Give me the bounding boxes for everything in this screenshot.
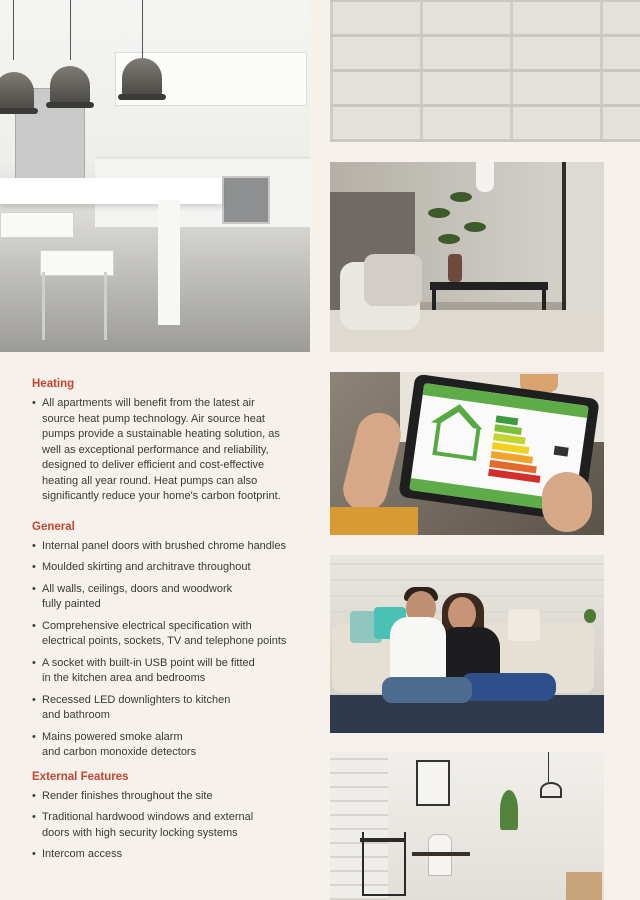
bullet-line: well as exceptional performance and reliability,	[42, 443, 269, 456]
bullet-item	[32, 693, 322, 724]
bullet-line: significantly reduce your home's carbon footprint.	[42, 490, 281, 502]
bullet-line: heating all year round. Heat pumps can also	[42, 474, 258, 487]
general-list	[32, 539, 322, 761]
box	[566, 872, 602, 900]
pendant-lamp	[50, 66, 90, 104]
bullet-item	[32, 560, 322, 576]
bullet-item	[32, 396, 322, 505]
bullet-line: pumps provide a sustainable heating solution, as	[42, 428, 280, 440]
lamp-wire	[70, 0, 71, 60]
bullet-item	[32, 810, 322, 841]
lamp-wire	[142, 0, 143, 60]
vase	[448, 254, 462, 282]
wall-art-frame	[416, 760, 450, 806]
bar-chair	[0, 212, 74, 238]
plant-leaf	[438, 234, 460, 244]
side-table	[430, 282, 548, 290]
bullet-line: and bathroom	[42, 709, 110, 721]
bullet-line: • Recessed LED downlighters to kitchen	[42, 693, 231, 706]
cushion	[508, 609, 540, 641]
bullet-line: doors with high security locking systems	[42, 826, 238, 839]
plant	[500, 790, 518, 830]
external-features-title: External Features	[32, 770, 129, 783]
plant-leaf	[428, 208, 450, 218]
window	[562, 162, 604, 322]
brick-wall-photo	[330, 0, 640, 142]
dining-studio-photo	[330, 752, 604, 900]
chair-leg	[104, 272, 107, 340]
bullet-line: • Render finishes throughout the site	[42, 789, 213, 802]
bullet-line: • Mains powered smoke alarm	[42, 730, 183, 743]
plant-leaf	[450, 192, 472, 202]
bullet-item	[32, 539, 322, 555]
bullet-item	[32, 619, 322, 650]
bullet-line: • All apartments will benefit from the latest air	[42, 397, 255, 409]
oven	[222, 176, 270, 224]
bullet-item	[32, 656, 322, 687]
pillow	[364, 254, 422, 306]
bullet-line: and carbon monoxide detectors	[42, 746, 197, 758]
kitchen-photo	[0, 0, 310, 352]
man-jeans	[382, 677, 472, 703]
chair-leg	[42, 272, 45, 340]
lampshade	[476, 162, 494, 192]
rating-badge	[554, 446, 569, 457]
plant-leaf	[464, 222, 486, 232]
living-room-couple-photo	[330, 555, 604, 733]
sleeve	[330, 507, 418, 535]
external-features-list	[32, 789, 322, 863]
bullet-line: • Intercom access	[42, 848, 123, 860]
bullet-item	[32, 582, 322, 613]
bullet-line: fully painted	[42, 598, 101, 610]
tablet-energy-photo	[330, 372, 604, 535]
woman-face	[448, 597, 476, 631]
woman-jeans	[460, 673, 556, 701]
bullet-line: • Internal panel doors with brushed chrome handles	[42, 539, 286, 552]
pendant-wire	[548, 752, 549, 782]
cart-shelf	[360, 838, 404, 842]
kitchen-island	[0, 178, 222, 204]
pendant-lamp	[0, 72, 34, 110]
bullet-item	[32, 730, 322, 761]
general-title: General	[32, 520, 75, 533]
bullet-line: source heat pump technology. Air source heat	[42, 412, 265, 425]
bullet-line: • Moulded skirting and architrave throughout	[42, 561, 251, 573]
island-leg	[158, 200, 180, 325]
heating-list	[32, 396, 322, 505]
bullet-line: designed to deliver efficient and cost-effective	[42, 459, 265, 471]
bedroom-photo	[330, 162, 604, 352]
bar-chair	[40, 250, 114, 276]
pendant-lamp	[122, 58, 162, 96]
hand	[542, 472, 592, 532]
heating-title: Heating	[32, 378, 75, 390]
lamp-wire	[13, 0, 14, 60]
specification-text	[32, 378, 322, 869]
pendant-lamp	[540, 782, 562, 798]
bullet-line: • All walls, ceilings, doors and woodwork	[42, 582, 233, 595]
man-shirt	[390, 617, 446, 681]
plant	[584, 609, 596, 623]
dining-table	[412, 852, 470, 856]
bullet-line: in the kitchen area and bedrooms	[42, 672, 206, 684]
bullet-line: • A socket with built-in USB point will be fitted	[42, 656, 255, 669]
hand	[339, 408, 406, 516]
bullet-line: • Traditional hardwood windows and external	[42, 811, 254, 823]
bullet-item	[32, 789, 322, 805]
house-icon-body	[432, 421, 480, 461]
bullet-item	[32, 847, 322, 863]
bullet-line: • Comprehensive electrical specification with	[42, 619, 252, 632]
bullet-line: electrical points, sockets, TV and telephone points	[42, 635, 287, 647]
